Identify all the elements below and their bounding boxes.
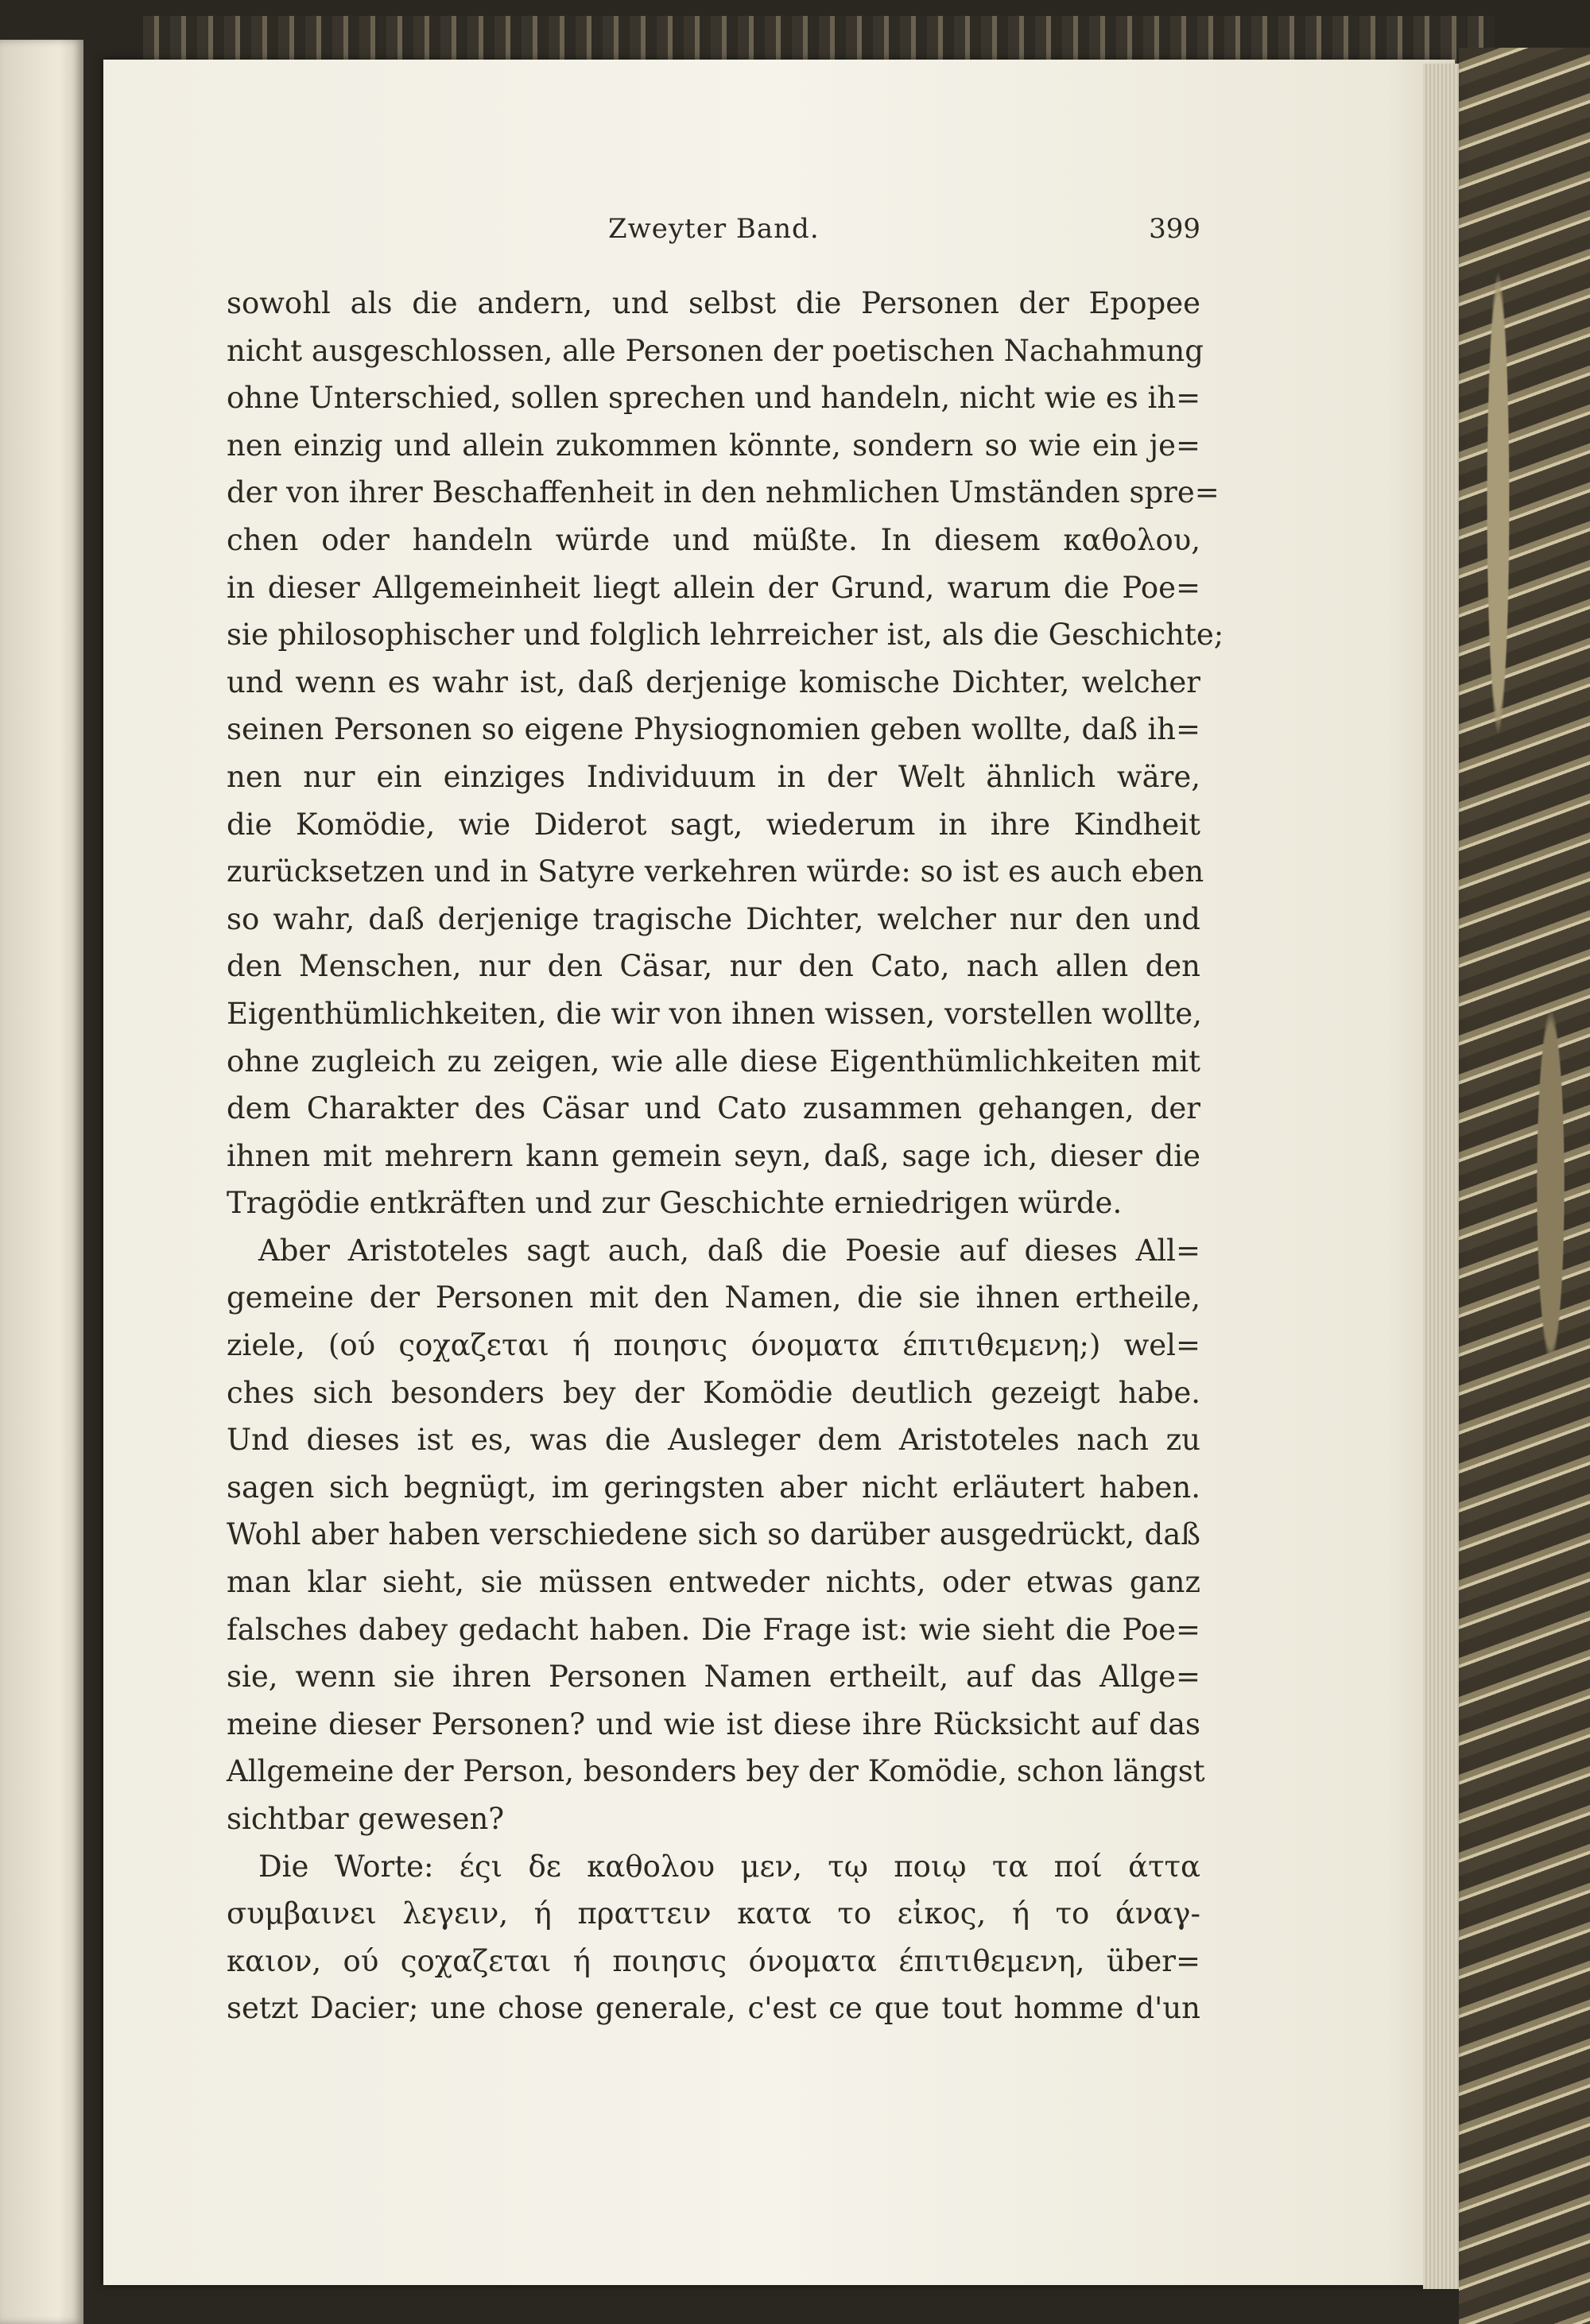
marbled-cover bbox=[1459, 48, 1590, 2324]
page-stack-edge bbox=[1423, 64, 1459, 2289]
text-line: Und dieses ist es, was die Ausleger dem Aristoteles nach zu bbox=[227, 1423, 1200, 1458]
text-line: nen einzig und allein zukommen könnte, sondern so wie ein je= bbox=[227, 428, 1200, 463]
text-line: zurücksetzen und in Satyre verkehren würde: so ist es auch eben bbox=[227, 854, 1204, 889]
text-line: meine dieser Personen? und wie ist diese ihre Rücksicht auf das bbox=[227, 1706, 1200, 1741]
text-line: Aber Aristoteles sagt auch, daß die Poesie auf dieses All= bbox=[258, 1233, 1200, 1268]
text-line: Die Worte: έςι δε καθολου μεν, τῳ ποιῳ τα ποί άττα bbox=[258, 1849, 1200, 1884]
text-line: sie, wenn sie ihren Personen Namen ertheilt, auf das Allge= bbox=[227, 1660, 1200, 1695]
text-line: nen nur ein einziges Individuum in der Welt ähnlich wäre, bbox=[227, 759, 1200, 794]
text-line: gemeine der Personen mit den Namen, die sie ihnen ertheile, bbox=[227, 1280, 1200, 1315]
text-line: der von ihrer Beschaffenheit in den nehmlichen Umständen spre= bbox=[227, 475, 1220, 510]
page-header bbox=[227, 213, 1200, 261]
text-line: Eigenthümlichkeiten, die wir von ihnen wissen, vorstellen wollte, bbox=[227, 996, 1202, 1031]
running-title: Zweyter Band. bbox=[608, 213, 820, 245]
text-line: den Menschen, nur den Cäsar, nur den Cato, nach allen den bbox=[227, 949, 1200, 984]
text-line: Allgemeine der Person, besonders bey der Komödie, schon längst bbox=[227, 1754, 1205, 1789]
text-line: sie philosophischer und folglich lehrreicher ist, als die Geschichte; bbox=[227, 618, 1224, 653]
text-line: seinen Personen so eigene Physiognomien geben wollte, daß ih= bbox=[227, 712, 1200, 747]
text-line: so wahr, daß derjenige tragische Dichter, welcher nur den und bbox=[227, 901, 1200, 936]
text-line: falsches dabey gedacht haben. Die Frage ist: wie sieht die Poe= bbox=[227, 1612, 1200, 1647]
text-line: sowohl als die andern, und selbst die Personen der Epopee bbox=[227, 286, 1200, 320]
text-line: in dieser Allgemeinheit liegt allein der Grund, warum die Poe= bbox=[227, 570, 1200, 605]
text-line: setzt Dacier; une chose generale, c'est ce que tout homme d'un bbox=[227, 1991, 1200, 2026]
text-line: nicht ausgeschlossen, alle Personen der poetischen Nachahmung bbox=[227, 333, 1204, 368]
text-line: Tragödie entkräften und zur Geschichte erniedrigen würde. bbox=[227, 1186, 1123, 1221]
text-line: und wenn es wahr ist, daß derjenige komische Dichter, welcher bbox=[227, 664, 1200, 699]
page-number: 399 bbox=[1149, 213, 1200, 245]
text-line: καιον, ού ςοχαζεται ή ποιησις όνοματα έπιτιθεμενη, über= bbox=[227, 1943, 1200, 1978]
text-line: chen oder handeln würde und müßte. In diesem καθολου, bbox=[227, 522, 1200, 557]
text-line: ziele, (ού ςοχαζεται ή ποιησις όνοματα έπιτιθεμενη;) wel= bbox=[227, 1328, 1200, 1363]
text-line: ches sich besonders bey der Komödie deutlich gezeigt habe. bbox=[227, 1375, 1200, 1410]
text-line: sichtbar gewesen? bbox=[227, 1802, 505, 1836]
text-line: ihnen mit mehrern kann gemein seyn, daß, sage ich, dieser die bbox=[227, 1138, 1200, 1173]
text-line: die Komödie, wie Diderot sagt, wiederum in ihre Kindheit bbox=[227, 807, 1200, 842]
text-line: συμβαινει λεγειν, ή πραττειν κατα το εἰκος, ή το άναγ- bbox=[227, 1896, 1200, 1931]
text-line: man klar sieht, sie müssen entweder nichts, oder etwas ganz bbox=[227, 1565, 1200, 1600]
text-line: sagen sich begnügt, im geringsten aber nicht erläutert haben. bbox=[227, 1470, 1200, 1505]
left-page-edge bbox=[0, 40, 83, 2324]
text-line: dem Charakter des Cäsar und Cato zusammen gehangen, der bbox=[227, 1091, 1200, 1126]
text-line: ohne Unterschied, sollen sprechen und handeln, nicht wie es ih= bbox=[227, 381, 1201, 416]
body-text bbox=[227, 280, 1224, 2032]
text-line: Wohl aber haben verschiedene sich so darüber ausgedrückt, daß bbox=[227, 1517, 1200, 1552]
text-line: ohne zugleich zu zeigen, wie alle diese Eigenthümlichkeiten mit bbox=[227, 1044, 1200, 1079]
